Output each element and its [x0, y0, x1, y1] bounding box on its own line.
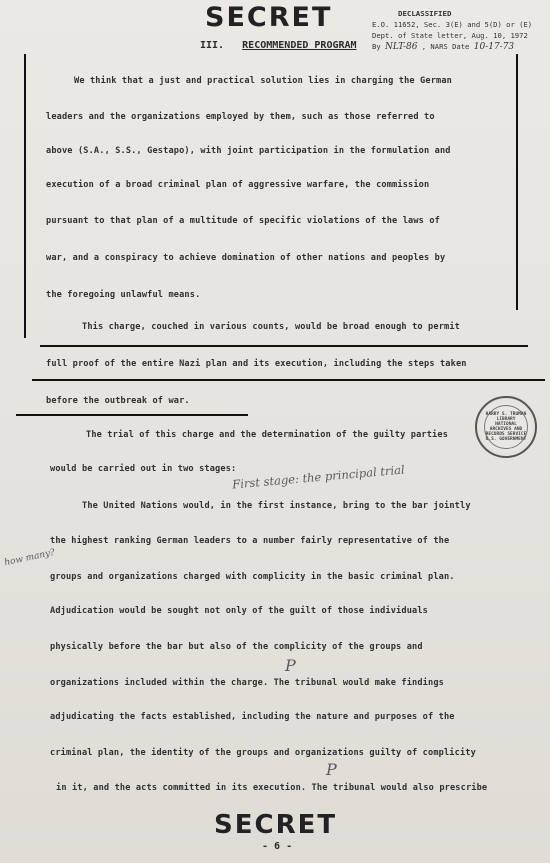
section-title: RECOMMENDED PROGRAM	[242, 40, 357, 51]
declass-title: DECLASSIFIED	[398, 9, 452, 18]
margin-bar-right	[516, 54, 518, 310]
body-line-20: criminal plan, the identity of the groups and organizations guilty of complicity	[50, 748, 476, 758]
body-line-13: The United Nations would, in the first instance, bring to the bar jointly	[82, 501, 471, 511]
body-line-14: the highest ranking German leaders to a number fairly representative of the	[50, 536, 450, 546]
handwritten-p-mark-1: P	[285, 656, 296, 675]
body-line-6: war, and a conspiracy to achieve domination of other nations and peoples by	[46, 253, 446, 263]
body-line-18: organizations included within the charge. The tribunal would make findings	[50, 678, 444, 688]
body-line-7: the foregoing unlawful means.	[46, 290, 201, 300]
body-line-15: groups and organizations charged with complicity in the basic criminal plan.	[50, 572, 455, 582]
body-line-9: full proof of the entire Nazi plan and its execution, including the steps taken	[46, 359, 467, 369]
handwritten-p-mark-2: P	[326, 760, 337, 779]
declass-date-value: 10-17-73	[473, 42, 515, 52]
body-line-5: pursuant to that plan of a multitude of specific violations of the laws of	[46, 216, 440, 226]
secret-header: SECRET	[205, 2, 333, 33]
section-heading	[200, 40, 357, 51]
body-line-17: physically before the bar but also of the complicity of the groups and	[50, 642, 423, 652]
declass-by-label: By	[372, 42, 381, 51]
body-line-21: in it, and the acts committed in its execution. The tribunal would also prescribe	[56, 783, 488, 793]
body-line-16: Adjudication would be sought not only of the guilt of those individuals	[50, 606, 428, 616]
stamp-line-3: U.S. GOVERNMENT	[485, 437, 527, 442]
body-line-11: The trial of this charge and the determination of the guilty parties	[86, 430, 449, 440]
stamp-line-1: HARRY S. TRUMAN LIBRARY	[485, 412, 527, 422]
declass-line3	[372, 41, 547, 53]
secret-footer: SECRET	[214, 810, 338, 840]
body-line-12: would be carried out in two stages:	[50, 464, 237, 474]
declass-line1: E.O. 11652, Sec. 3(E) and 5(D) or (E)	[372, 20, 533, 29]
page-number: - 6 -	[262, 841, 293, 852]
handwritten-how-many: how many?	[3, 547, 56, 569]
archives-seal-stamp	[475, 396, 537, 458]
body-line-10: before the outbreak of war.	[46, 396, 190, 406]
underline-bar-3	[16, 414, 248, 416]
declass-by-value: NLT-86	[384, 42, 418, 52]
body-line-8: This charge, couched in various counts, would be broad enough to permit	[82, 322, 460, 332]
declass-date-label: , NARS Date	[421, 42, 470, 51]
body-line-19: adjudicating the facts established, including the nature and purposes of the	[50, 712, 455, 722]
stamp-line-2: NATIONAL ARCHIVES AND RECORDS SERVICE	[485, 422, 527, 437]
margin-bar-left	[24, 54, 26, 338]
body-line-1: We think that a just and practical solution lies in charging the German	[74, 76, 452, 86]
underline-bar-1	[40, 345, 528, 347]
body-line-3: above (S.A., S.S., Gestapo), with joint participation in the formulation and	[46, 146, 451, 156]
declass-line2: Dept. of State letter, Aug. 10, 1972	[372, 31, 528, 40]
body-line-2: leaders and the organizations employed by them, such as those referred to	[46, 112, 435, 122]
declassification-stamp	[372, 8, 547, 53]
section-number: III.	[200, 40, 225, 51]
underline-bar-2	[32, 379, 545, 381]
handwritten-first-stage: First stage: the principal trial	[231, 462, 406, 492]
body-line-4: execution of a broad criminal plan of aggressive warfare, the commission	[46, 180, 430, 190]
